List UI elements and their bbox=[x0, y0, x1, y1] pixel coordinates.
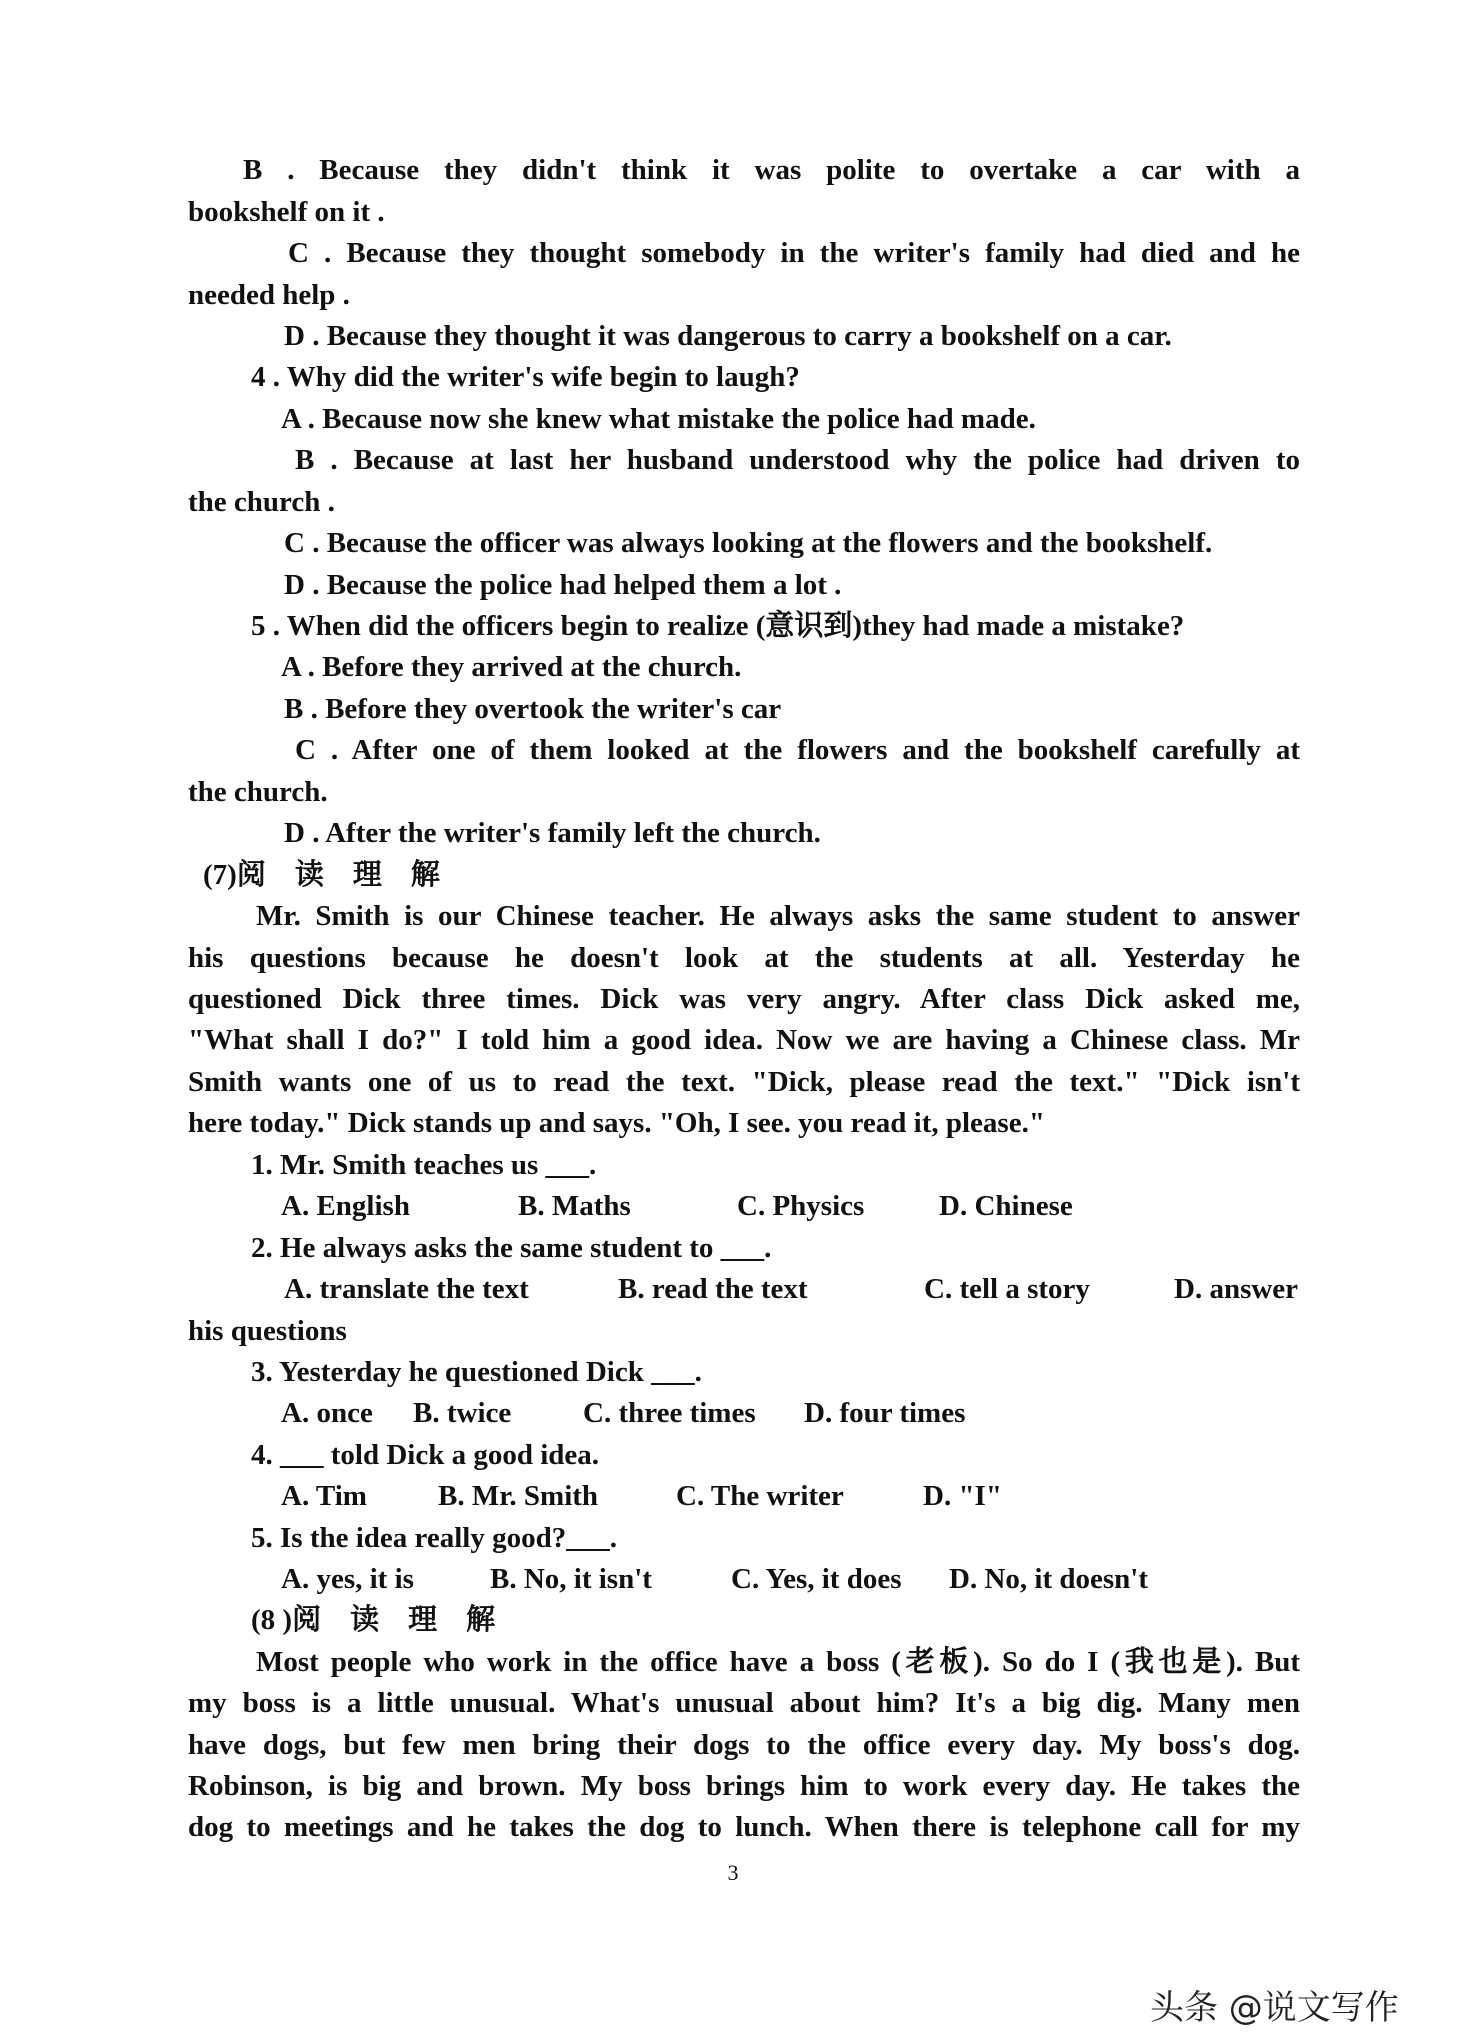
s7-q4-question: 4. ___ told Dick a good idea. bbox=[251, 1439, 600, 1471]
q4-option-d: D . Because the police had helped them a lot . bbox=[284, 569, 842, 601]
q3-option-b-line2: bookshelf on it . bbox=[188, 196, 385, 228]
s7-q4-option-b: B. Mr. Smith bbox=[438, 1480, 599, 1512]
s7-q3-option-c: C. three times bbox=[583, 1397, 756, 1429]
section7-heading: (7)阅 读 理 解 bbox=[203, 859, 440, 891]
q3-option-d: D . Because they thought it was dangerous to carry a bookshelf on a car. bbox=[284, 320, 1172, 352]
q4-option-c: C . Because the officer was always looking at the flowers and the bookshelf. bbox=[284, 527, 1213, 559]
s7-q3-question: 3. Yesterday he questioned Dick ___. bbox=[251, 1356, 702, 1388]
q4-option-b-line2: the church . bbox=[188, 486, 335, 518]
s7-q1-question: 1. Mr. Smith teaches us ___. bbox=[251, 1149, 597, 1181]
section7-passage-line: "What shall I do?" I told him a good idea. Now we are having a Chinese class. Mr bbox=[188, 1024, 1300, 1056]
section7-passage-line: here today." Dick stands up and says. "Oh, I see. you read it, please." bbox=[188, 1107, 1045, 1139]
section7-passage-line: questioned Dick three times. Dick was very angry. After class Dick asked me, bbox=[188, 983, 1300, 1015]
section7-passage-line: his questions because he doesn't look at the students at all. Yesterday he bbox=[188, 942, 1300, 974]
section8-passage-line: have dogs, but few men bring their dogs to the office every day. My boss's dog. bbox=[188, 1729, 1300, 1761]
s7-q5-option-b: B. No, it isn't bbox=[490, 1563, 652, 1595]
q5-option-d: D . After the writer's family left the church. bbox=[284, 817, 821, 849]
q3-option-c-line1: C . Because they thought somebody in the writer's family had died and he bbox=[288, 237, 1300, 269]
s7-q2-option-d: D. answer bbox=[1174, 1273, 1299, 1305]
s7-q1-option-b: B. Maths bbox=[518, 1190, 631, 1222]
q5-option-a: A . Before they arrived at the church. bbox=[281, 651, 742, 683]
s7-q2-question: 2. He always asks the same student to ___. bbox=[251, 1232, 772, 1264]
s7-q5-option-c: C. Yes, it does bbox=[731, 1563, 902, 1595]
q3-option-c-line2: needed help . bbox=[188, 279, 350, 311]
s7-q4-option-d: D. "I" bbox=[923, 1480, 1002, 1512]
section7-passage-line: Smith wants one of us to read the text. "Dick, please read the text." "Dick isn't bbox=[188, 1066, 1300, 1098]
section8-heading: (8 )阅 读 理 解 bbox=[251, 1604, 496, 1636]
s7-q4-option-c: C. The writer bbox=[676, 1480, 844, 1512]
s7-q4-option-a: A. Tim bbox=[281, 1480, 367, 1512]
page-number: 3 bbox=[727, 1860, 739, 1885]
q4-question: 4 . Why did the writer's wife begin to laugh? bbox=[251, 361, 800, 393]
s7-q1-option-d: D. Chinese bbox=[939, 1190, 1073, 1222]
section8-passage-line: dog to meetings and he takes the dog to lunch. When there is telephone call for my bbox=[188, 1811, 1300, 1843]
q5-option-c-line1: C . After one of them looked at the flowers and the bookshelf carefully at bbox=[295, 734, 1300, 766]
s7-q2-option-a: A. translate the text bbox=[284, 1273, 529, 1305]
section8-passage-line: Robinson, is big and brown. My boss brings him to work every day. He takes the bbox=[188, 1770, 1300, 1802]
s7-q1-option-c: C. Physics bbox=[737, 1190, 865, 1222]
s7-q2-option-c: C. tell a story bbox=[924, 1273, 1090, 1305]
section7-passage-line: Mr. Smith is our Chinese teacher. He always asks the same student to answer bbox=[256, 900, 1300, 932]
s7-q2-option-d-continued: his questions bbox=[188, 1315, 347, 1347]
q5-question: 5 . When did the officers begin to realize (意识到)they had made a mistake? bbox=[251, 610, 1185, 642]
watermark: 头条 @说文写作 bbox=[1150, 1988, 1399, 2028]
s7-q3-option-d: D. four times bbox=[804, 1397, 966, 1429]
s7-q5-question: 5. Is the idea really good?___. bbox=[251, 1522, 617, 1554]
s7-q3-option-a: A. once bbox=[281, 1397, 373, 1429]
q3-option-b-line1: B . Because they didn't think it was polite to overtake a car with a bbox=[243, 154, 1300, 186]
section8-passage-line: my boss is a little unusual. What's unusual about him? It's a big dig. Many men bbox=[188, 1687, 1300, 1719]
s7-q2-option-b: B. read the text bbox=[618, 1273, 808, 1305]
section8-passage-line: Most people who work in the office have a boss (老板). So do I (我也是). But bbox=[256, 1646, 1300, 1678]
s7-q1-option-a: A. English bbox=[281, 1190, 410, 1222]
q4-option-a: A . Because now she knew what mistake the police had made. bbox=[281, 403, 1036, 435]
s7-q5-option-d: D. No, it doesn't bbox=[949, 1563, 1148, 1595]
s7-q3-option-b: B. twice bbox=[413, 1397, 512, 1429]
q5-option-c-line2: the church. bbox=[188, 776, 328, 808]
q5-option-b: B . Before they overtook the writer's car bbox=[284, 693, 782, 725]
s7-q5-option-a: A. yes, it is bbox=[281, 1563, 414, 1595]
q4-option-b-line1: B . Because at last her husband understood why the police had driven to bbox=[295, 444, 1300, 476]
